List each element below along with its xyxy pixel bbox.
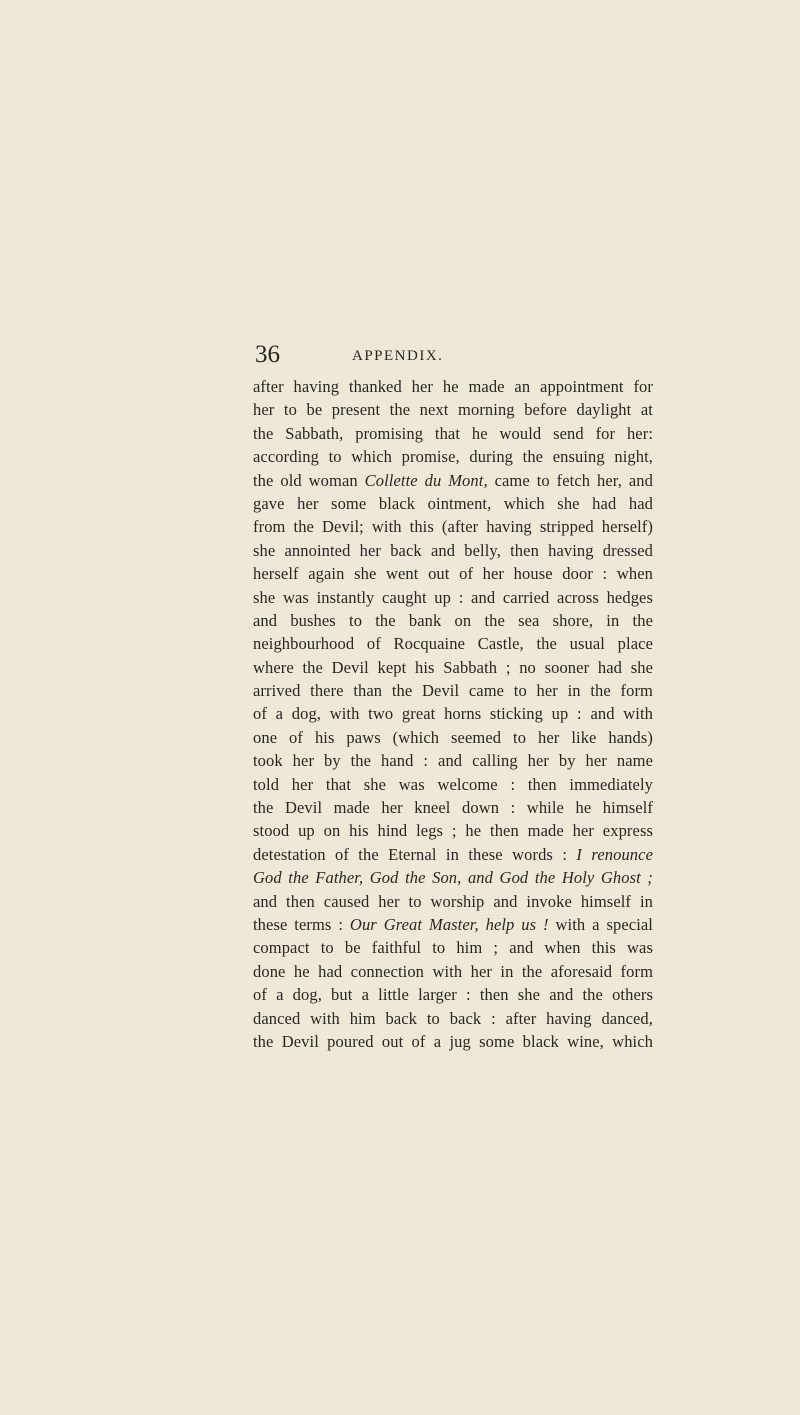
text-segment: danced with him back to back : after having danced, bbox=[253, 1008, 653, 1028]
text-segment: the Sabbath, promising that he would send for her: bbox=[253, 423, 653, 443]
text-line bbox=[253, 492, 653, 515]
text-line bbox=[253, 936, 653, 959]
text-segment: and bushes to the bank on the sea shore, in the bbox=[253, 610, 653, 630]
text-segment: these terms : bbox=[253, 914, 350, 934]
text-line bbox=[253, 749, 653, 772]
text-segment: according to which promise, during the ensuing night, bbox=[253, 447, 653, 467]
text-line bbox=[253, 445, 653, 468]
text-segment: she was instantly caught up : and carried across hedges bbox=[253, 587, 653, 607]
text-line bbox=[253, 890, 653, 913]
text-segment: detestation of the Eternal in these words : bbox=[253, 844, 577, 864]
text-segment: the Devil poured out of a jug some black wine, which bbox=[253, 1031, 653, 1051]
text-segment: and then caused her to worship and invoke himself in bbox=[253, 891, 653, 911]
text-line bbox=[253, 539, 653, 562]
text-line bbox=[253, 679, 653, 702]
text-line bbox=[253, 1030, 653, 1053]
text-segment: took her by the hand : and calling her by her name bbox=[253, 751, 653, 771]
text-line bbox=[253, 515, 653, 538]
text-segment: the old woman bbox=[253, 470, 365, 490]
text-line bbox=[253, 586, 653, 609]
text-segment: neighbourhood of Rocquaine Castle, the usual place bbox=[253, 634, 653, 654]
text-segment: stood up on his hind legs ; he then made her express bbox=[253, 821, 653, 841]
text-segment: gave her some black ointment, which she had had bbox=[253, 493, 653, 513]
running-head bbox=[255, 340, 575, 370]
text-line bbox=[253, 819, 653, 842]
text-line bbox=[253, 609, 653, 632]
italic-phrase: Collette du Mont bbox=[364, 470, 484, 490]
text-segment: of a dog, with two great horns sticking up : and with bbox=[253, 704, 653, 724]
text-segment: , came to fetch her, and bbox=[483, 470, 654, 490]
text-line bbox=[253, 398, 653, 421]
text-line bbox=[253, 773, 653, 796]
text-segment: where the Devil kept his Sabbath ; no sooner had she bbox=[253, 657, 653, 677]
page-number: 36 bbox=[255, 341, 280, 368]
text-segment: her to be present the next morning before daylight at bbox=[253, 400, 653, 420]
text-segment: from the Devil; with this (after having stripped herself) bbox=[253, 517, 653, 537]
italic-phrase: Our Great Master, help us ! bbox=[349, 914, 549, 934]
text-line bbox=[253, 632, 653, 655]
text-segment: of a dog, but a little larger : then she and the others bbox=[253, 985, 653, 1005]
text-line bbox=[253, 983, 653, 1006]
text-segment: done he had connection with her in the aforesaid form bbox=[253, 961, 653, 981]
text-line bbox=[253, 866, 653, 889]
text-segment: herself again she went out of her house door : when bbox=[253, 564, 653, 584]
text-segment: arrived there than the Devil came to her in the form bbox=[253, 681, 653, 701]
body-text bbox=[253, 375, 653, 1053]
italic-phrase: I renounce bbox=[576, 844, 653, 864]
text-line bbox=[253, 796, 653, 819]
text-line bbox=[253, 375, 653, 398]
text-segment: the Devil made her kneel down : while he himself bbox=[253, 798, 653, 818]
text-segment: with a special bbox=[548, 914, 653, 934]
text-line bbox=[253, 1007, 653, 1030]
text-segment: she annointed her back and belly, then having dressed bbox=[253, 540, 653, 560]
italic-phrase: God the Father, God the Son, and God the Holy Ghost ; bbox=[253, 868, 653, 888]
text-line bbox=[253, 913, 653, 936]
text-line bbox=[253, 960, 653, 983]
text-line bbox=[253, 422, 653, 445]
text-line bbox=[253, 469, 653, 492]
text-line bbox=[253, 726, 653, 749]
running-head-title: APPENDIX. bbox=[352, 348, 444, 364]
text-line bbox=[253, 843, 653, 866]
text-segment: after having thanked her he made an appointment for bbox=[253, 377, 653, 396]
text-segment: one of his paws (which seemed to her like hands) bbox=[253, 727, 653, 747]
text-segment: told her that she was welcome : then immediately bbox=[253, 774, 653, 794]
text-line bbox=[253, 656, 653, 679]
text-line bbox=[253, 562, 653, 585]
text-line bbox=[253, 702, 653, 725]
text-segment: compact to be faithful to him ; and when this was bbox=[253, 938, 653, 958]
